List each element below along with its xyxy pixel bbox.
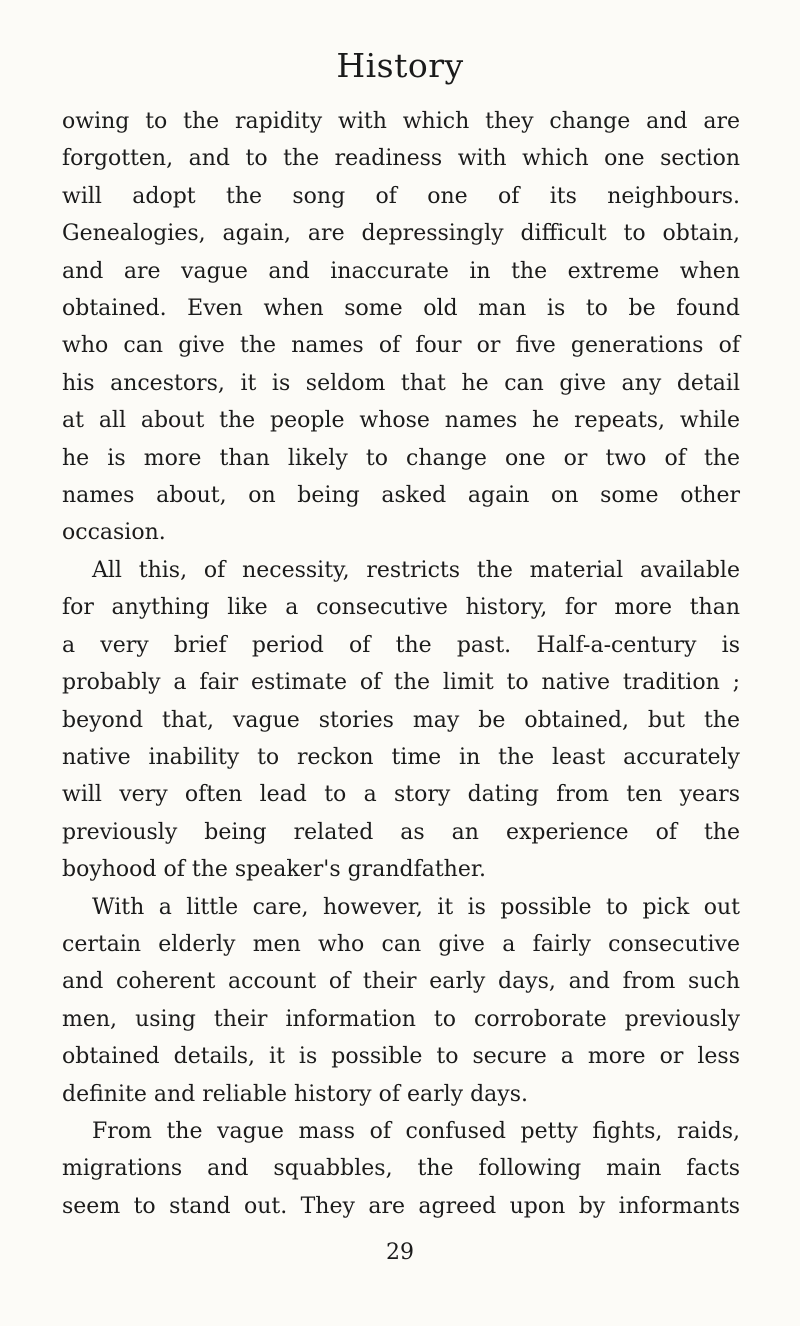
page-number: 29: [386, 1240, 414, 1265]
running-head: History: [336, 46, 464, 85]
text-line: for anything like a consecutive history, for more than: [62, 595, 740, 621]
body-text: [62, 103, 740, 1225]
text-line: probably a fair estimate of the limit to native tradition ;: [62, 670, 740, 696]
text-line: obtained. Even when some old man is to be found: [62, 296, 740, 322]
text-line: and are vague and inaccurate in the extreme when: [62, 258, 740, 284]
text-line: From the vague mass of confused petty fights, raids,: [92, 1118, 740, 1144]
text-line: a very brief period of the past. Half-a-century is: [62, 632, 740, 658]
text-line: definite and reliable history of early days.: [62, 1081, 528, 1107]
text-line: All this, of necessity, restricts the material available: [92, 557, 740, 583]
text-line: his ancestors, it is seldom that he can give any detail: [62, 370, 740, 396]
text-line: names about, on being asked again on some other: [62, 483, 740, 509]
paragraph: [62, 1113, 740, 1225]
text-line: obtained details, it is possible to secure a more or less: [62, 1044, 740, 1070]
text-line: Genealogies, again, are depressingly difficult to obtain,: [62, 221, 740, 247]
text-line: With a little care, however, it is possible to pick out: [92, 894, 740, 920]
text-line: native inability to reckon time in the least accurately: [62, 744, 740, 770]
paragraph: [62, 103, 740, 552]
paragraph: [62, 552, 740, 889]
text-line: certain elderly men who can give a fairly consecutive: [62, 931, 740, 957]
text-line: will adopt the song of one of its neighbours.: [62, 183, 740, 209]
paragraph: [62, 889, 740, 1113]
text-line: will very often lead to a story dating from ten years: [62, 782, 740, 808]
text-line: occasion.: [62, 520, 166, 546]
text-line: he is more than likely to change one or two of the: [62, 445, 740, 471]
text-line: men, using their information to corroborate previously: [62, 1006, 740, 1032]
text-line: forgotten, and to the readiness with which one section: [62, 146, 740, 172]
text-line: owing to the rapidity with which they change and are: [62, 109, 740, 134]
text-line: who can give the names of four or five generations of: [62, 333, 740, 359]
text-line: at all about the people whose names he repeats, while: [62, 408, 740, 434]
text-line: seem to stand out. They are agreed upon by informants: [62, 1193, 740, 1219]
text-line: beyond that, vague stories may be obtained, but the: [62, 707, 740, 733]
text-line: migrations and squabbles, the following main facts: [62, 1156, 740, 1182]
text-line: boyhood of the speaker's grandfather.: [62, 857, 486, 883]
text-line: previously being related as an experience of the: [62, 819, 740, 845]
text-line: and coherent account of their early days, and from such: [62, 969, 740, 995]
